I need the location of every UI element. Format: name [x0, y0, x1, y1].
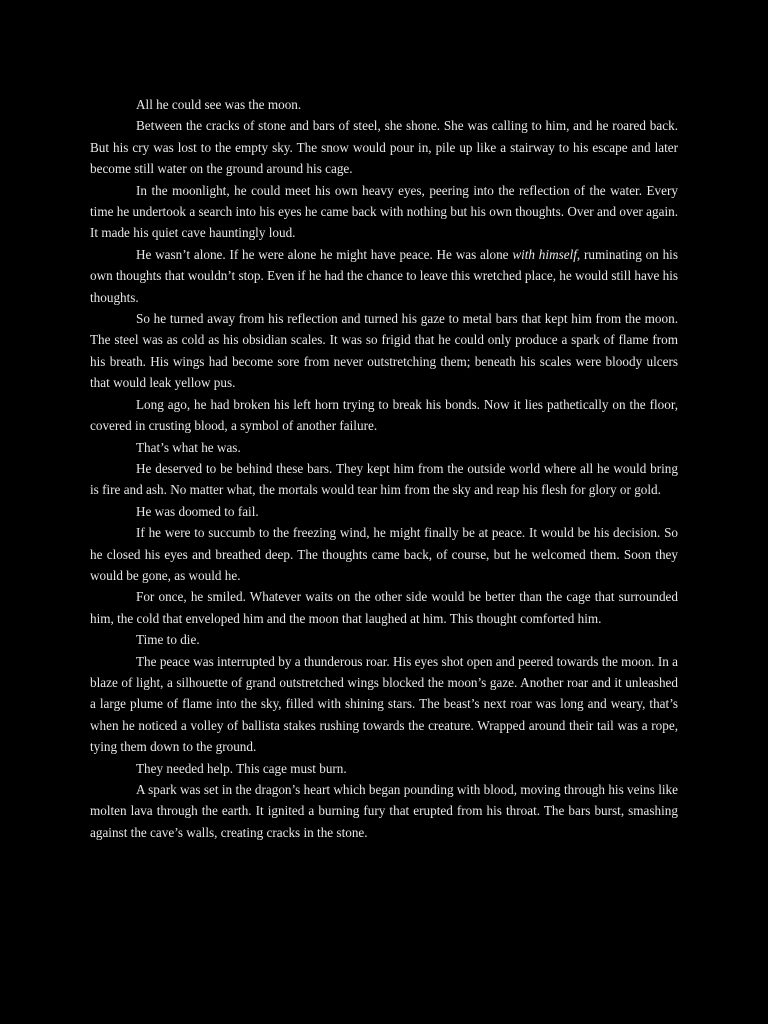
- paragraph: For once, he smiled. Whatever waits on the other side would be better than the cage that surrounded him, the cold that enveloped him and the moon that laughed at him. This thought comforted him.: [90, 589, 678, 626]
- paragraph-text: , ruminating on his own thoughts that wouldn’t stop. Even if he had the chance to leave this wretched place, he would still have his thoughts.: [90, 246, 678, 305]
- paragraph: The peace was interrupted by a thunderous roar. His eyes shot open and peered towards the moon. In a blaze of light, a silhouette of grand outstretched wings blocked the moon’s gaze. Another roar and it unleashed a large plume of flame into the sky, filled with shining stars. The beast’s next roar was long and weary, that’s when he noticed a volley of ballista stakes rushing towards the creature. Wrapped around their tail was a rope, tying them down to the ground.: [90, 653, 678, 755]
- paragraph: In the moonlight, he could meet his own heavy eyes, peering into the reflection of the water. Every time he undertook a search into his eyes he came back with nothing but his own thoughts. Over and over again. It made his quiet cave hauntingly loud.: [90, 182, 678, 241]
- emphasis-text: with himself: [512, 246, 577, 262]
- paragraph: That’s what he was.: [136, 439, 241, 455]
- paragraph: So he turned away from his reflection and turned his gaze to metal bars that kept him from the moon. The steel was as cold as his obsidian scales. It was so frigid that he could only produce a spark of flame from his breath. His wings had become sore from never outstretching them; beneath his scales were bloody ulcers that would leak yellow pus.: [90, 311, 678, 391]
- paragraph: He was doomed to fail.: [136, 503, 259, 519]
- paragraph: A spark was set in the dragon’s heart which began pounding with blood, moving through his veins like molten lava through the earth. It ignited a burning fury that erupted from his throat. The bars burst, smashing against the cave’s walls, creating cracks in the stone.: [90, 782, 678, 840]
- paragraph-text: He wasn’t alone. If he were alone he might have peace. He was alone: [136, 246, 513, 262]
- document-body: [90, 94, 678, 843]
- paragraph: Time to die.: [136, 632, 200, 648]
- paragraph: He deserved to be behind these bars. They kept him from the outside world where all he would bring is fire and ash. No matter what, the mortals would tear him from the sky and reap his flesh for glory or gold.: [90, 460, 678, 498]
- paragraph: Between the cracks of stone and bars of steel, she shone. She was calling to him, and he roared back. But his cry was lost to the empty sky. The snow would pour in, pile up like a stairway to his escape and later become still water on the ground around his cage.: [90, 118, 678, 177]
- paragraph: They needed help. This cage must burn.: [136, 760, 347, 776]
- paragraph: If he were to succumb to the freezing wind, he might finally be at peace. It would be his decision. So he closed his eyes and breathed deep. The thoughts came back, of course, but he welcomed them. Soon they would be gone, as would he.: [90, 525, 678, 583]
- paragraph: Long ago, he had broken his left horn trying to break his bonds. Now it lies pathetically on the floor, covered in crusting blood, a symbol of another failure.: [90, 396, 678, 434]
- paragraph: [90, 244, 678, 308]
- paragraph: All he could see was the moon.: [136, 97, 302, 112]
